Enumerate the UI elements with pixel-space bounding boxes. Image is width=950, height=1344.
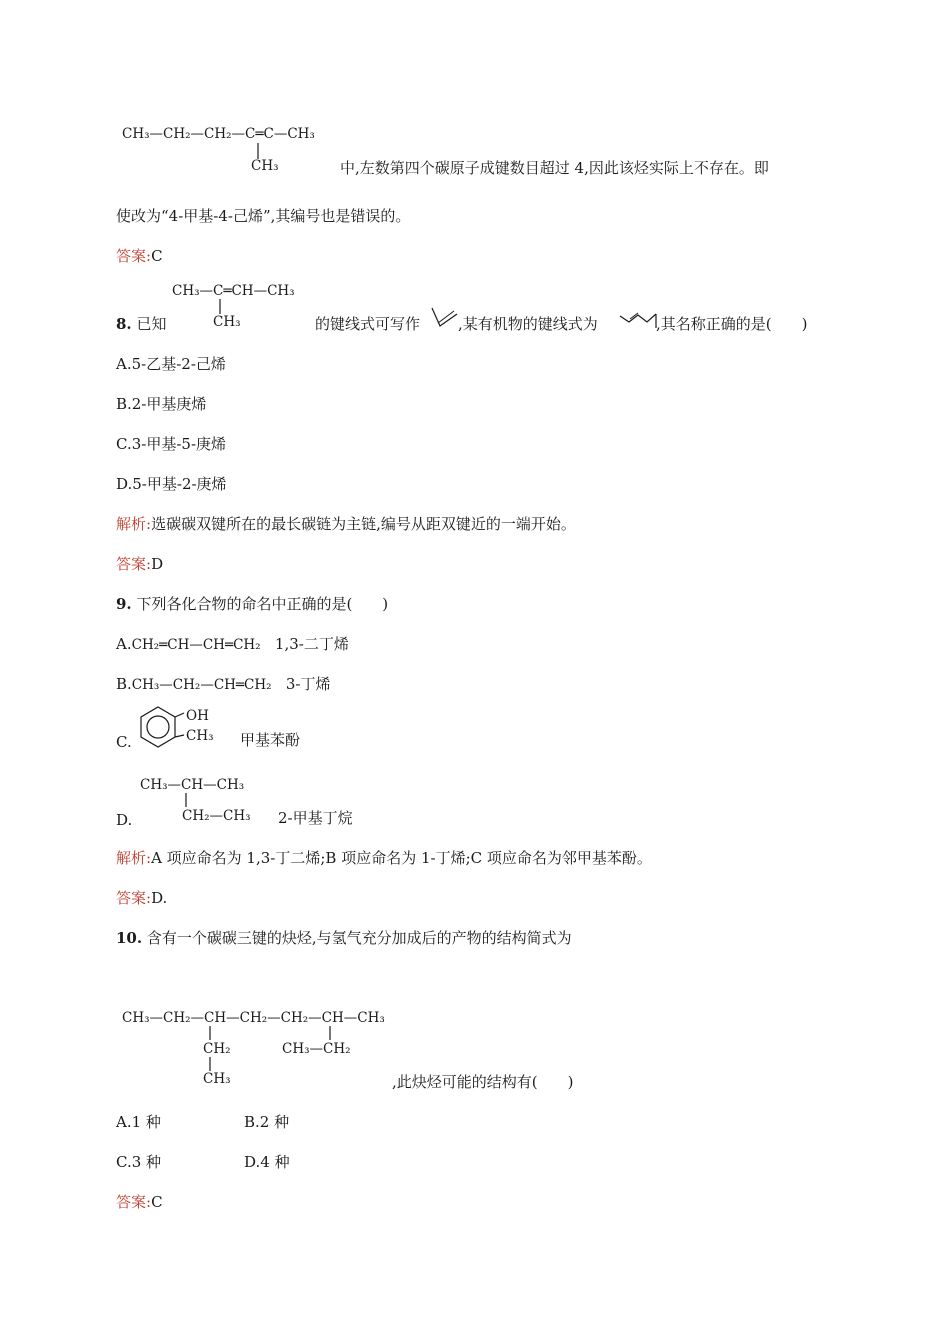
- q8-option-d: [116, 474, 227, 494]
- answer-label: 答案:: [116, 889, 152, 907]
- answer-value: C: [151, 247, 163, 265]
- option-text: 5-甲基-2-庚烯: [132, 475, 227, 493]
- q9-option-b: [116, 674, 331, 694]
- intro-formula-branch: CH₃: [251, 158, 279, 174]
- option-label: B.: [244, 1113, 260, 1131]
- option-label: C.: [116, 1153, 132, 1171]
- q8-stem-after: ,某有机物的键线式为: [458, 315, 598, 333]
- q8-option-c: [116, 434, 226, 454]
- q8-option-b: [116, 394, 206, 414]
- q9-option-c-label: C.: [116, 733, 132, 751]
- q10-option-a: [116, 1112, 161, 1132]
- q9-option-a: [116, 634, 349, 654]
- intro-formula-main: CH₃—CH₂—CH₂—C═C—CH₃: [122, 126, 315, 142]
- q8-stem-start: [116, 314, 166, 334]
- intro-line-1: 中,左数第四个碳原子成键数目超过 4,因此该烃实际上不存在。即: [340, 159, 769, 177]
- q10-number: 10.: [116, 929, 143, 947]
- q10-stem: [116, 928, 572, 948]
- q9-option-d-name: 2-甲基丁烷: [278, 809, 353, 827]
- option-label: B.: [116, 395, 132, 413]
- option-label: D.: [244, 1153, 261, 1171]
- q8-stem-end: ,其名称正确的是( ): [656, 315, 808, 333]
- answer-value: C: [151, 1193, 163, 1211]
- q8-prefix: 已知: [136, 315, 167, 333]
- q8-number: 8.: [116, 315, 132, 333]
- option-text: 5-乙基-2-己烯: [131, 355, 226, 373]
- q9-number: 9.: [116, 595, 132, 613]
- q10-formula-branch-1b: CH₃: [203, 1071, 231, 1087]
- analysis-text: A 项应命名为 1,3-丁二烯;B 项应命名为 1-丁烯;C 项应命名为邻甲基苯酚。: [151, 849, 652, 867]
- answer-value: D.: [151, 889, 168, 907]
- intro-line-2: 使改为“4-甲基-4-己烯”,其编号也是错误的。: [116, 207, 411, 225]
- answer-value: D: [151, 555, 164, 573]
- option-formula: CH₂═CH—CH═CH₂: [131, 637, 261, 653]
- option-text: 1 种: [131, 1113, 161, 1131]
- q8-option-a: [116, 354, 226, 374]
- q10-tail: ,此炔烃可能的结构有( ): [392, 1073, 574, 1091]
- q10-formula-main: CH₃—CH₂—CH—CH₂—CH₂—CH—CH₃: [122, 1010, 385, 1026]
- q9-option-c-ch3: CH₃: [186, 728, 214, 744]
- q10-formula-branch-1a: CH₂: [203, 1041, 231, 1057]
- option-text: 2-甲基庚烯: [131, 395, 207, 413]
- option-label: A.: [116, 1113, 132, 1131]
- q9-benzene-ring: [136, 705, 186, 755]
- q8-skeletal-formula-1: [430, 304, 460, 328]
- q8-stem-mid: 的键线式可写作: [315, 315, 421, 333]
- option-text: 3-甲基-5-庚烯: [131, 435, 227, 453]
- analysis-label: 解析:: [116, 849, 152, 867]
- q10-option-b: [244, 1112, 289, 1132]
- option-name: 3-丁烯: [285, 675, 331, 693]
- option-name: 1,3-二丁烯: [274, 635, 349, 653]
- answer-label: 答案:: [116, 1193, 152, 1211]
- q9-option-c-oh: OH: [186, 708, 209, 724]
- option-label: C.: [116, 435, 132, 453]
- answer-label: 答案:: [116, 247, 152, 265]
- option-text: 4 种: [260, 1153, 290, 1171]
- q9-option-d-bottom: CH₂—CH₃: [182, 808, 251, 824]
- option-text: 3 种: [131, 1153, 162, 1171]
- q10-option-c: [116, 1152, 161, 1172]
- option-label: B.: [116, 675, 132, 693]
- analysis-label: 解析:: [116, 515, 152, 533]
- q9-option-c-name: 甲基苯酚: [240, 731, 301, 749]
- option-formula: CH₃—CH₂—CH═CH₂: [131, 677, 272, 693]
- option-text: 2 种: [259, 1113, 290, 1131]
- q8-answer: [116, 554, 163, 574]
- q8-formula-branch: CH₃: [213, 314, 241, 330]
- option-label: A.: [116, 355, 132, 373]
- q9-stem: [116, 594, 388, 614]
- analysis-text: 选碳碳双键所在的最长碳链为主链,编号从距双键近的一端开始。: [151, 515, 576, 533]
- option-label: A.: [116, 635, 132, 653]
- q10-answer: [116, 1192, 163, 1212]
- q8-analysis: [116, 514, 576, 534]
- answer-label: 答案:: [116, 555, 152, 573]
- q9-option-d-top: CH₃—CH—CH₃: [140, 777, 245, 793]
- q9-stem-text: 下列各化合物的命名中正确的是( ): [136, 595, 389, 613]
- q10-stem-text: 含有一个碳碳三键的炔烃,与氢气充分加成后的产物的结构简式为: [146, 929, 572, 947]
- q9-answer: [116, 888, 167, 908]
- option-label: D.: [116, 475, 133, 493]
- q9-analysis: [116, 848, 652, 868]
- q9-option-d-label: D.: [116, 811, 133, 829]
- q10-formula-branch-2: CH₃—CH₂: [282, 1041, 351, 1057]
- intro-answer: [116, 246, 163, 266]
- q10-option-d: [244, 1152, 290, 1172]
- q8-formula-main: CH₃—C═CH—CH₃: [172, 283, 295, 299]
